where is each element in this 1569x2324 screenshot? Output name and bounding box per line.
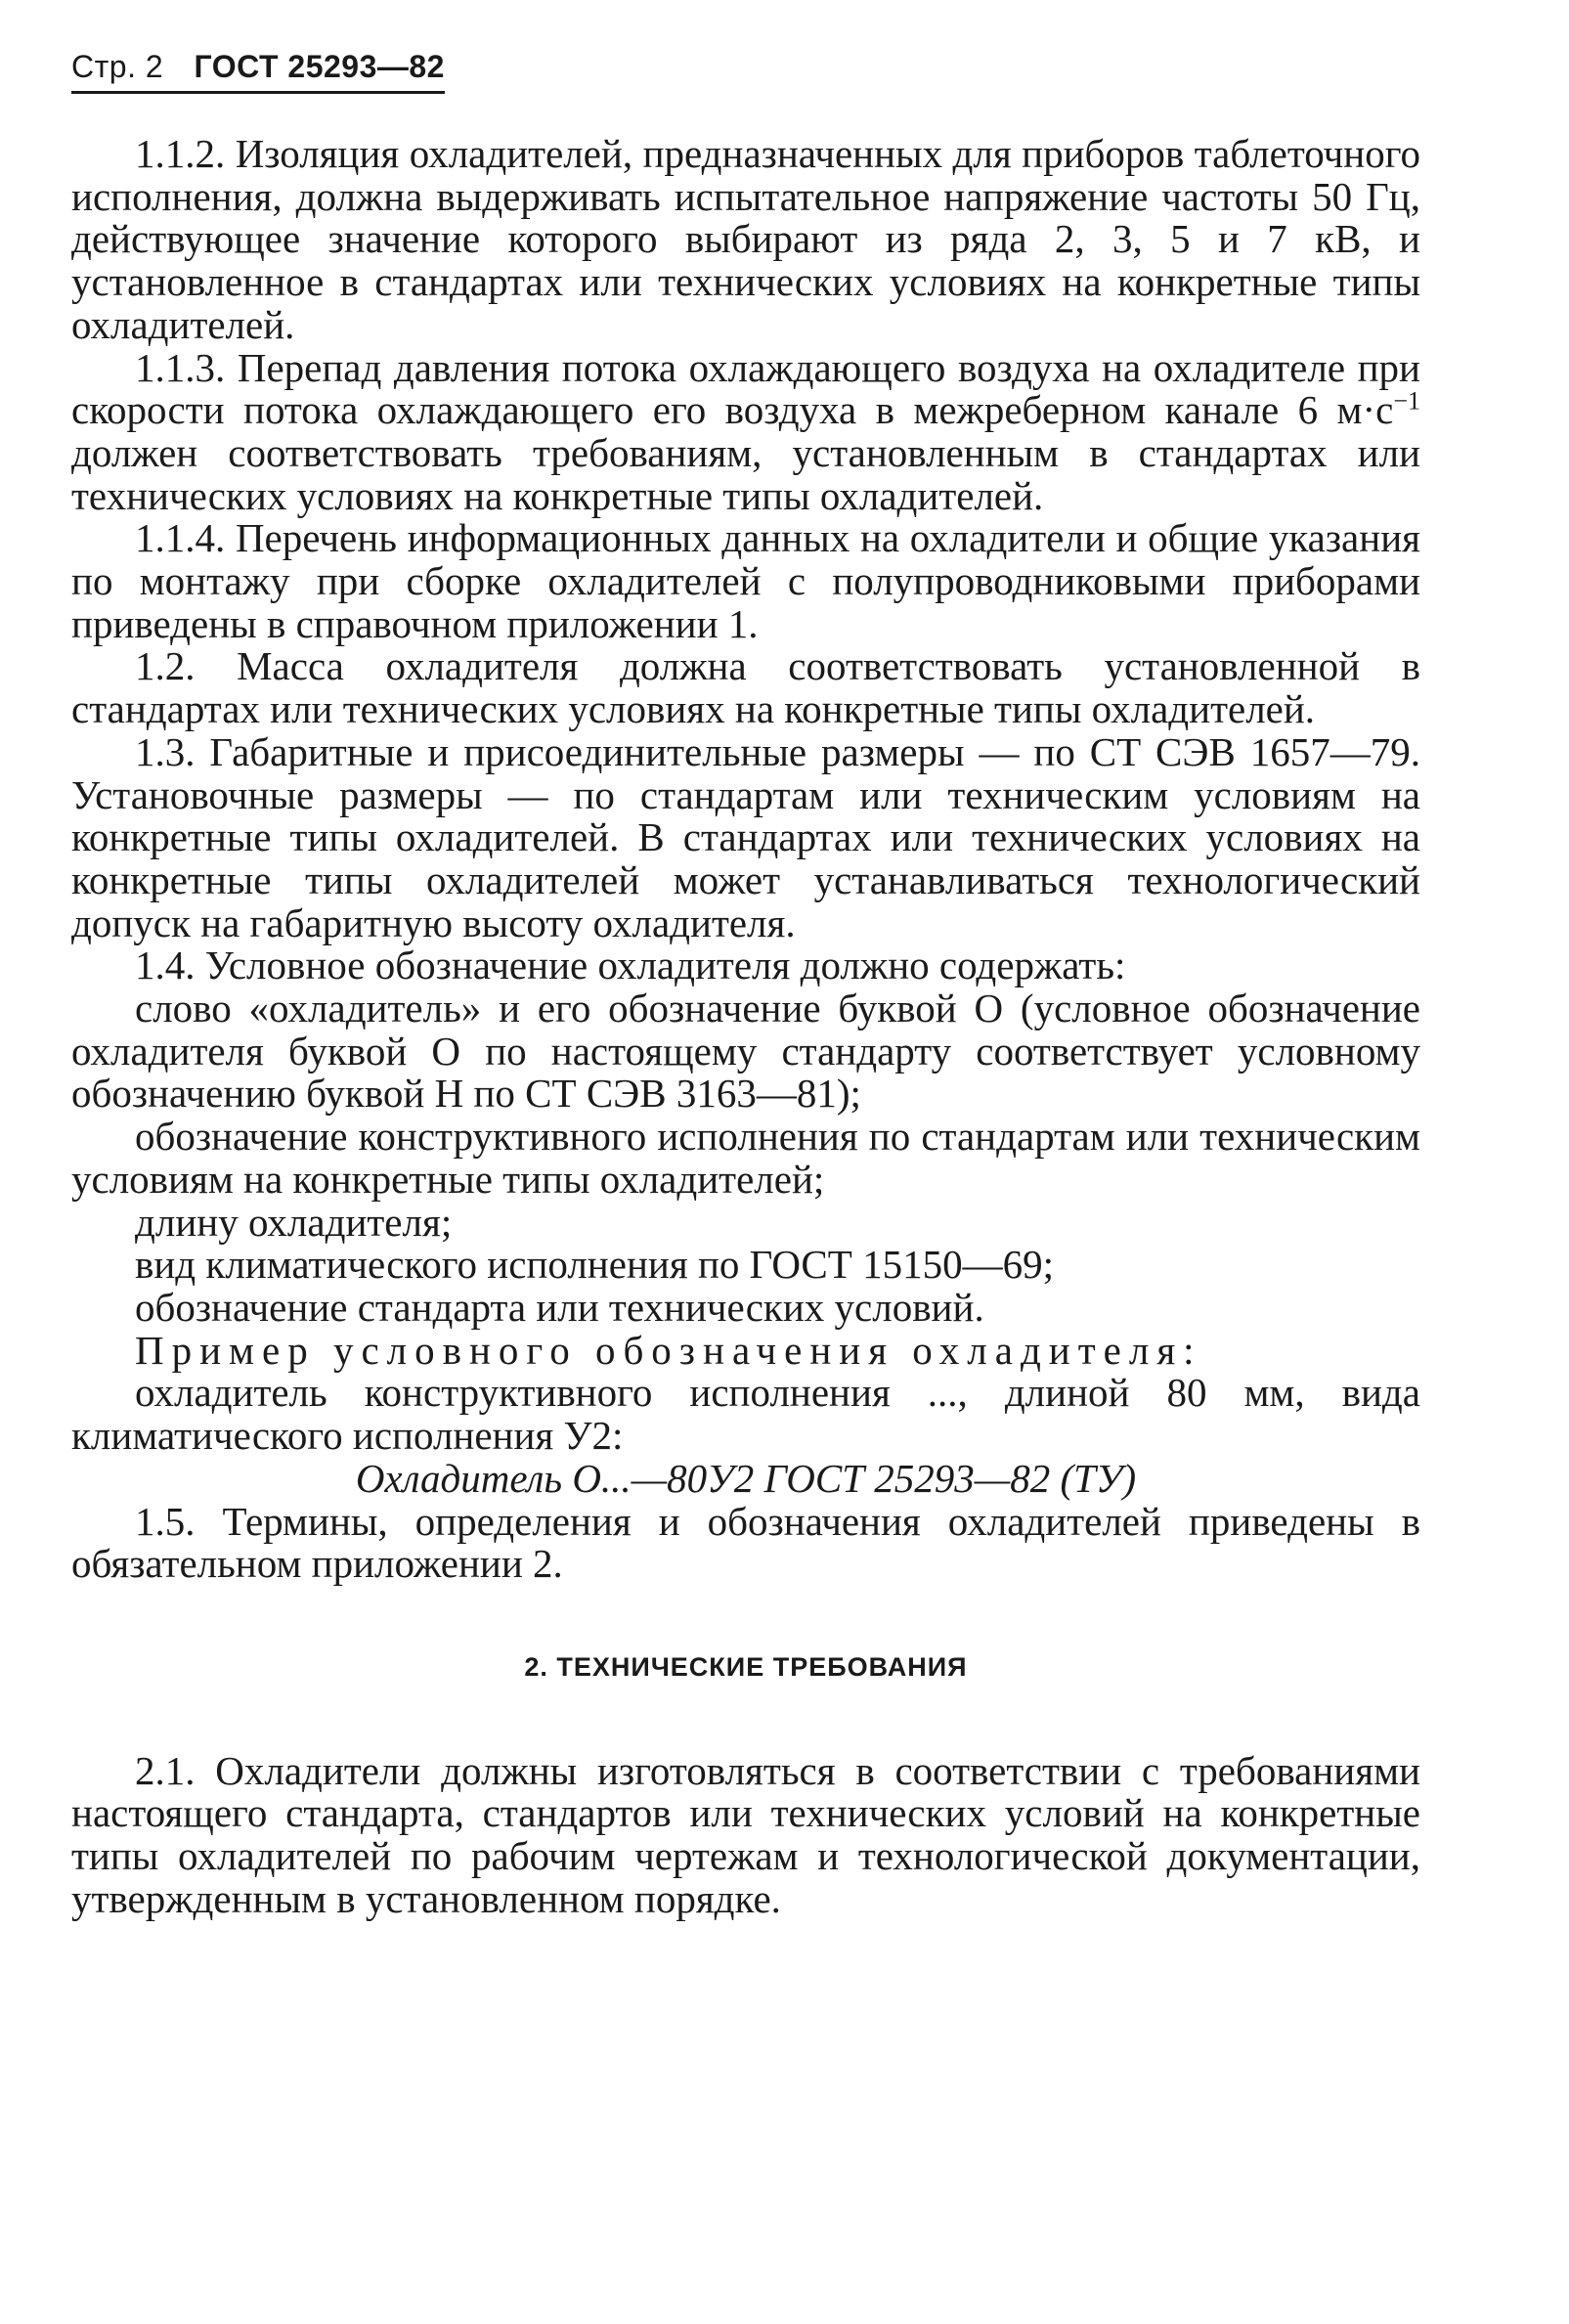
- example-designation: Охладитель О...—80У2 ГОСТ 25293—82 (ТУ): [355, 1455, 1137, 1501]
- example-heading: Пример условного обозначения охладителя:: [135, 1327, 1202, 1373]
- paragraph-1-1-2: 1.1.2. Изоляция охладителей, предназначенных для приборов таблеточного исполнения, должна выдерживать испытательное напряжение частоты 50 Гц, действующее значение которого выбирают из ряда 2, 3, 5 и 7 кВ, и установленное в стандартах или технических условиях на конкретные типы охладителей.: [71, 131, 1420, 347]
- paragraph-1-2: 1.2. Масса охладителя должна соответствовать установленной в стандартах или технических условиях на конкретные типы охладителей.: [71, 643, 1420, 732]
- paragraph-1-1-3-part1: 1.1.3. Перепад давления потока охлаждающего воздуха на охладителе при скорости потока охлаждающего его воздуха в межреберном канале 6 м·с: [71, 344, 1420, 433]
- page-number: Стр. 2: [71, 49, 164, 84]
- designation-item-word: слово «охладитель» и его обозначение буквой О (условное обозначение охладителя буквой О по настоящему стандарту соответствует условному обозначению буквой Н по СТ СЭВ 3163—81);: [71, 986, 1420, 1117]
- designation-item-design: обозначение конструктивного исполнения по стандартам или техническим условиям на конкретные типы охладителей;: [71, 1114, 1420, 1202]
- designation-item-climate: вид климатического исполнения по ГОСТ 15150—69;: [135, 1242, 1054, 1288]
- unit-exponent: −1: [1393, 386, 1420, 416]
- document-page: [71, 49, 1420, 1920]
- section-2-title: 2. ТЕХНИЧЕСКИЕ ТРЕБОВАНИЯ: [524, 1651, 968, 1682]
- paragraph-1-3: 1.3. Габаритные и присоединительные размеры — по СТ СЭВ 1657—79. Установочные размеры — по стандартам или техническим условиям на конкретные типы охладителей. В стандартах или технических условиях на конкретные типы охладителей может устанавливаться технологический допуск на габаритную высоту охладителя.: [71, 728, 1420, 945]
- paragraph-1-1-3-part2: должен соответствовать требованиям, установленным в стандартах или технических условиях на конкретные типы охладителей.: [71, 429, 1420, 518]
- document-body: [71, 133, 1420, 1920]
- paragraph-1-1-4: 1.1.4. Перечень информационных данных на охладители и общие указания по монтажу при сборке охладителей с полупроводниковыми приборами приведены в справочном приложении 1.: [71, 515, 1420, 646]
- paragraph-2-1: 2.1. Охладители должны изготовляться в соответствии с требованиями настоящего стандарта, стандартов или технических условий на конкретные типы охладителей по рабочим чертежам и технологической документации, утвержденным в установленном порядке.: [71, 1747, 1420, 1921]
- example-text: охладитель конструктивного исполнения ..., длиной 80 мм, вида климатического исполнения У2:: [71, 1370, 1420, 1459]
- paragraph-1-5: 1.5. Термины, определения и обозначения охладителей приведены в обязательном приложении 2.: [71, 1498, 1420, 1587]
- paragraph-1-1-3: [71, 344, 1420, 518]
- paragraph-1-4: 1.4. Условное обозначение охладителя должно содержать:: [135, 943, 1126, 988]
- designation-item-length: длину охладителя;: [135, 1199, 453, 1245]
- page-header: [71, 49, 445, 94]
- standard-number: ГОСТ 25293—82: [194, 49, 445, 84]
- designation-item-standard: обозначение стандарта или технических условий.: [135, 1284, 984, 1330]
